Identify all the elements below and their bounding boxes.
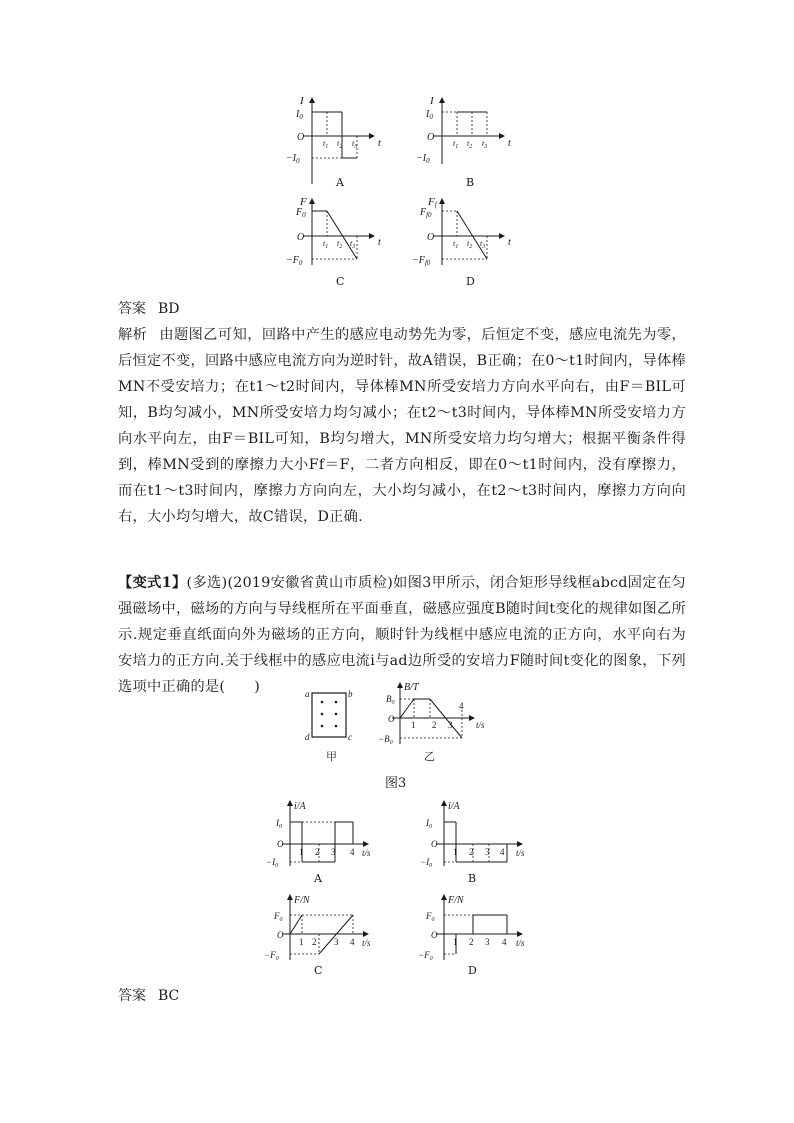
svg-text:1: 1 [299, 937, 304, 947]
svg-text:3: 3 [485, 937, 490, 947]
svg-text:O: O [297, 132, 305, 143]
variant-label: 【变式1】 [118, 575, 187, 591]
svg-text:t: t [508, 138, 511, 149]
svg-text:O: O [297, 232, 305, 243]
svg-text:4: 4 [459, 701, 464, 711]
bottom-figure-c [262, 892, 382, 977]
svg-text:2: 2 [469, 937, 474, 947]
svg-text:F0: $F_0$ [426, 911, 435, 923]
svg-text:I0: $I_0$ [276, 818, 282, 830]
svg-text:1: 1 [411, 720, 416, 730]
figure-label: C [314, 964, 323, 977]
fig3-frame [302, 688, 358, 763]
svg-text:−I0: $-I_0$ [286, 153, 300, 165]
svg-text:F0: $F_0$ [296, 207, 306, 219]
frame-caption: 甲 [326, 750, 337, 763]
svg-text:I: I [430, 95, 434, 107]
figure-3-caption: 图3 [385, 776, 407, 791]
answer-label: 答案 [118, 988, 146, 1004]
bottom-figure-a [262, 798, 382, 885]
svg-text:I0: $I_0$ [426, 109, 433, 121]
svg-text:−I0: $-I_0$ [266, 857, 279, 869]
svg-text:I0: $I_0$ [296, 109, 303, 121]
svg-text:2: 2 [432, 720, 437, 730]
bottom-figure-d [416, 892, 536, 977]
svg-text:Ff0: $F_{f0}$ [420, 207, 432, 219]
svg-text:t/s: t/s [476, 720, 485, 730]
svg-text:Ff: Ff [428, 196, 437, 209]
top-figure-c [282, 195, 392, 288]
svg-text:t1: $t_1$ [453, 139, 459, 150]
svg-text:O: O [277, 930, 284, 940]
svg-text:−F0: $-F_0$ [286, 255, 303, 267]
svg-text:−F0: $-F_0$ [264, 950, 279, 962]
top-figure-a [282, 92, 392, 196]
svg-text:3: 3 [331, 847, 336, 857]
svg-text:4: 4 [502, 937, 507, 947]
svg-text:O: O [277, 839, 284, 849]
analysis-paragraph [118, 322, 686, 530]
svg-text:3: 3 [485, 847, 490, 857]
top-figure-b [412, 92, 522, 196]
svg-text:t1: $t_1$ [453, 239, 459, 250]
svg-text:2: 2 [312, 937, 317, 947]
b-t-graph [374, 680, 494, 748]
svg-text:t: t [378, 237, 381, 248]
svg-text:a: a [305, 689, 310, 699]
svg-text:O: O [427, 232, 435, 243]
svg-text:−Ff0: $-F_{f0}$ [412, 255, 431, 267]
svg-text:c: c [348, 732, 352, 742]
svg-text:F: F [300, 196, 307, 208]
analysis-label: 解析 [118, 327, 148, 343]
svg-text:t: t [508, 237, 511, 248]
svg-text:3: 3 [334, 937, 339, 947]
svg-text:1: 1 [453, 937, 458, 947]
option-b-graph [416, 798, 536, 870]
svg-text:t/s: t/s [516, 848, 525, 858]
bottom-figure-b [416, 798, 536, 885]
svg-text:t2: $t_2$ [467, 139, 473, 150]
svg-text:t1: $t_1$ [323, 239, 329, 250]
wire-frame-diagram [302, 688, 358, 746]
graph-caption: 乙 [424, 750, 435, 763]
answer-2 [118, 985, 179, 1005]
svg-text:O: O [431, 930, 438, 940]
svg-text:i/A: i/A [448, 801, 460, 812]
analysis-text: 由题图乙可知，回路中产生的感应电动势先为零，后恒定不变，感应电流先为零，后恒定不变，回路中感应电流方向为逆时针，故A错误，B正确；在0～t1时间内，导体棒MN不受安培力；在t1～t2时间内，导体棒MN所受安培力方向水平向右，由F＝BIL可知，B均匀减小，MN所受安培力均匀减小；在t2～t3时间内，导体棒MN所受安培力方向水平向左，由F＝BIL可知，B均匀增大，MN所受安培力均匀增大；根据平衡条件得到，棒MN受到的摩擦力大小Ff＝F，二者方向相反，即在0～t1时间内，没有摩擦力，而在t1～t3时间内，摩擦力方向向左，大小均匀减小，在t2～t3时间内，摩擦力方向向右，大小均匀增大，故C错误，D正确. [118, 327, 686, 525]
svg-text:t2: $t_2$ [337, 239, 343, 250]
top-figure-d [412, 195, 522, 288]
svg-text:F0: $F_0$ [274, 911, 283, 923]
svg-text:t: t [378, 138, 381, 149]
svg-text:1: 1 [299, 847, 304, 857]
svg-text:t3: $t_3$ [352, 139, 358, 150]
figure-label: D [466, 275, 475, 288]
svg-text:−B0: $-B_0$ [378, 734, 393, 746]
svg-text:−I0: $-I_0$ [420, 857, 433, 869]
answer-value: BD [158, 301, 180, 317]
y-axis-label: I [300, 95, 304, 107]
svg-text:F/N: F/N [448, 895, 464, 906]
figure-label: D [468, 964, 477, 977]
svg-text:F/N: F/N [294, 895, 310, 906]
svg-text:4: 4 [350, 937, 355, 947]
svg-text:t3: $t_3$ [480, 239, 486, 250]
svg-text:t/s: t/s [362, 848, 371, 858]
svg-text:t1: $t_1$ [323, 139, 329, 150]
svg-text:t3: $t_3$ [350, 239, 356, 250]
graph-d [412, 195, 522, 277]
figure-label: B [466, 176, 475, 189]
svg-text:O: O [427, 132, 435, 143]
svg-text:t2: $t_2$ [467, 239, 473, 250]
svg-text:d: d [305, 732, 310, 742]
svg-text:2: 2 [469, 847, 474, 857]
svg-text:4: 4 [350, 847, 355, 857]
svg-text:O: O [431, 839, 438, 849]
option-a-graph [262, 798, 382, 870]
svg-text:B/T: B/T [404, 682, 419, 693]
svg-text:t3: $t_3$ [482, 139, 488, 150]
fig3-graph [374, 680, 494, 763]
variant-text: (多选)(2019安徽省黄山市质检)如图3甲所示，闭合矩形导线框abcd固定在匀强磁场中，磁场的方向与导线框所在平面垂直，磁感应强度B随时间t变化的规律如图乙所示.规定垂直纸面向外为磁场的正方向，顺时针为线框中感应电流的正方向，水平向右为安培力的正方向.关于线框中的感应电流i与ad边所受的安培力F随时间t变化的图象，下列选项中正确的是( ) [118, 575, 687, 695]
figure-label: B [468, 872, 477, 885]
graph-c [282, 195, 392, 277]
figure-label: A [336, 176, 344, 189]
svg-text:b: b [348, 689, 353, 699]
svg-text:−I0: $-I_0$ [416, 153, 430, 165]
svg-text:i/A: i/A [294, 801, 306, 812]
figure-label: C [336, 275, 345, 288]
answer-1 [118, 298, 180, 318]
svg-text:4: 4 [500, 847, 505, 857]
svg-text:O: O [388, 714, 395, 724]
svg-text:1: 1 [453, 847, 458, 857]
svg-text:3: 3 [448, 720, 453, 730]
svg-text:B0: $B_0$ [386, 694, 395, 706]
answer-label: 答案 [118, 301, 146, 317]
svg-text:2: 2 [315, 847, 320, 857]
svg-text:I0: $I_0$ [426, 818, 432, 830]
svg-text:−F0: $-F_0$ [418, 950, 433, 962]
svg-text:t2: $t_2$ [337, 139, 343, 150]
svg-text:t/s: t/s [362, 938, 371, 948]
option-d-graph [416, 892, 536, 964]
answer-value: BC [158, 988, 180, 1004]
svg-text:t/s: t/s [516, 938, 525, 948]
figure-label: A [314, 872, 322, 885]
option-c-graph [262, 892, 382, 964]
